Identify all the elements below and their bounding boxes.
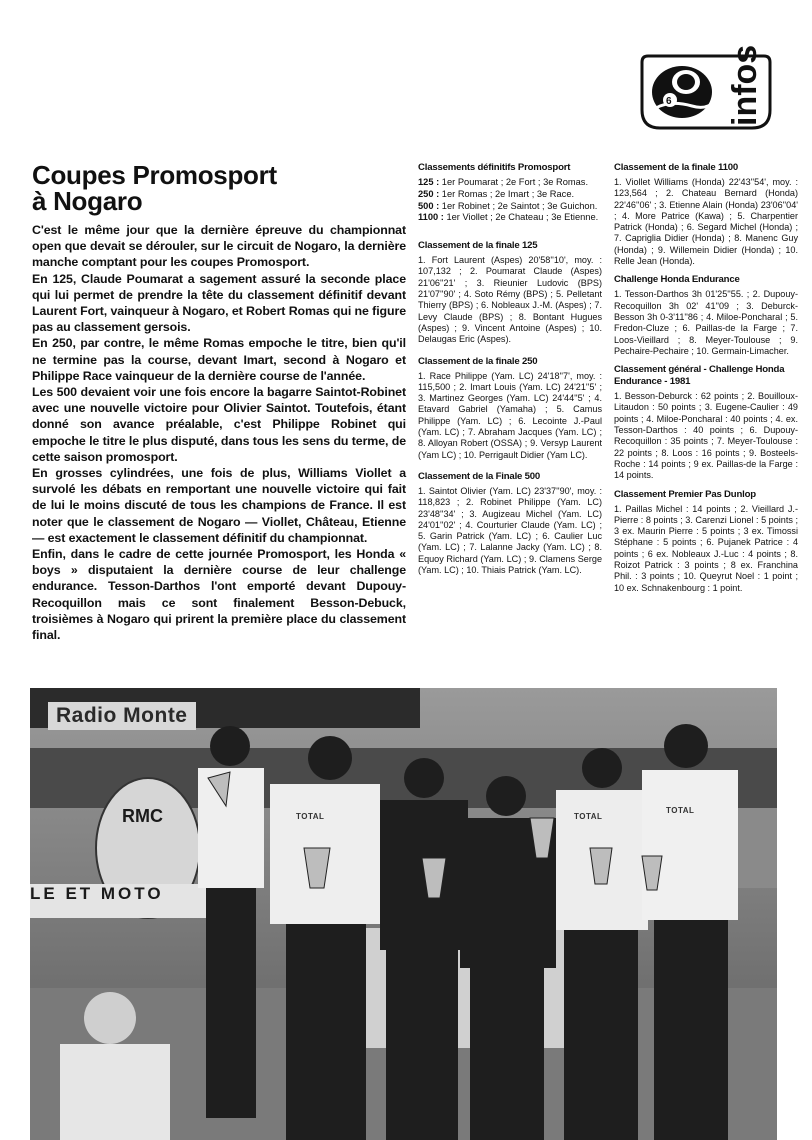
results-body: 1. Besson-Deburck : 62 points ; 2. Bouilloux-Litaudon : 50 points ; 3. Eugene-Caulier : 49 points ; 4. Miloe-Poncharal : 40 points ; 4. ex. Tesson-Darthos : 40 points ; 6. Dupouy-Recoquillon : 35 points ; 7. Meyer-Toulouse : 22 points ; 8. Loos : 16 points ; 9. Bosteels-Roche : 14 points ; 9 ex. Paillas-de la Farge : 14 points.: [614, 391, 798, 481]
promo-text: 1er Romas ; 2e Imart ; 3e Race.: [441, 188, 575, 199]
promo-class: 500 :: [418, 200, 440, 211]
radio-banner: Radio Monte: [48, 702, 196, 730]
article-body: [32, 222, 406, 643]
logo-number: 6: [666, 96, 672, 107]
promo-text: 1er Poumarat ; 2e Fort ; 3e Romas.: [441, 177, 589, 187]
article-paragraph: En 125, Claude Poumarat a sagement assuré la seconde place qui lui permet de prendre la tête du classement définitif devant Laurent Fort, vainqueur à Nogaro, et Robert Romas qui ne figure pas au classement gersois.: [32, 271, 406, 335]
article-title-line2: à Nogaro: [32, 186, 143, 216]
promo-line: [418, 177, 602, 189]
promo-line: [418, 212, 602, 224]
article-paragraph: C'est le même jour que la dernière épreuve du championnat open que devait se dérouler, sur le circuit de Nogaro, la dernière manche comptant pour les coupes Promosport.: [32, 223, 406, 270]
promo-text: 1er Viollet ; 2e Chateau ; 3e Etienne.: [446, 212, 599, 223]
photo-illustration: [30, 688, 777, 1140]
results-body: 1. Saintot Olivier (Yam. LC) 23'37''90', moy. : 118,823 ; 2. Robinet Philippe (Yam. LC) 23'48''34' ; 3. Augizeau Michel (Yam. LC) 24'01''02' ; 4. Courturier Claude (Yam. LC) ; 5. Garin Patrick (Yam. LC) ; 6. Caulier Luc (Yam. LC) ; 7. Lalanne Jacky (Yam. LC) ; 8. Equoy Richard (Yam. LC) ; 9. Clamens Serge (Yam. LC) ; 10. Thiais Patrick (Yam. LC).: [418, 485, 602, 576]
results-body: 1. Viollet Williams (Honda) 22'43''54', moy. : 123,564 ; 2. Chateau Bernard (Honda) 22'46''06' ; 3. Etienne Alain (Honda) 23'06''04' ; 4. More Patrice (Kawa) ; 5. Charpentier Patrick (Honda) ; 6. Segard Michel (Honda) ; 7. Capriglia Didier (Honda) ; 8. Manenc Guy (Honda) ; 9. Willemein Didier (Honda) ; 10. Relle Jean (Honda).: [614, 177, 798, 267]
podium-photo: [30, 688, 777, 1140]
article-title-line1: Coupes Promosport: [32, 160, 277, 190]
jersey-sponsor: TOTAL: [574, 812, 603, 821]
promo-class: 125 :: [418, 177, 440, 187]
promosport-final-standings: [418, 162, 602, 224]
promo-line: [418, 201, 602, 213]
jersey-sponsor: TOTAL: [666, 806, 695, 815]
jersey-sponsor: TOTAL: [296, 812, 325, 821]
results-column-2: [614, 162, 798, 601]
results-title: Classement de la finale 1100: [614, 162, 738, 173]
results-body: 1. Race Philippe (Yam. LC) 24'18''7', moy. : 115,500 ; 2. Imart Louis (Yam. LC) 24'21''5' ; 3. Martinez Georges (Yam. LC) 24'44''5' ; 4. Etavard Gabriel (Yamaha) ; 5. Camus Philippe (Yam. LC) ; 6. Lecointe J.-Paul (Yam. LC) ; 7. Abraham Jacques (Yam. LC) ; 8. Alloyan Robert (OSSA) ; 9. Versyp Laurent (Yam LC) ; 10. Perrigault Didier (Yam LC).: [418, 370, 602, 460]
results-body: 1. Fort Laurent (Aspes) 20'58''10', moy. : 107,132 ; 2. Poumarat Claude (Aspes) 21'06''21' ; 3. Rieunier Ludovic (BPS) 21'07''90' ; 4. Soto Rémy (BPS) ; 5. Pelletant Thierry (BPS) ; 6. Nobleaux J.-M. (Aspes) ; 7. Levy Claude (BPS) ; 8. Bontant Hugues (Aspes) ; 9. Vincent Antoine (Aspes) ; 10. Delaugas Eric (Aspes).: [418, 255, 602, 345]
trackside-board: LE ET MOTO: [30, 884, 164, 903]
results-title: Classement Premier Pas Dunlop: [614, 488, 756, 500]
infos-logo: [640, 44, 772, 130]
results-title: Classement de la Finale 500: [418, 470, 541, 482]
results-title: Classement de la finale 125: [418, 240, 538, 252]
results-body: 1. Tesson-Darthos 3h 01'25''55. ; 2. Dupouy-Recoquillon 3h 02' 41''09 ; 3. Deburck-Besson 3h 0-3'11''86 ; 4. Miloe-Poncharal ; 5. Fredon-Cluze ; 6. Paillas-de la Farge ; 7. Loos-Vieillard ; 8. Meyer-Toulouse ; 9. Pechaire-Pechaire ; 10. Germain-Limacher.: [614, 289, 798, 356]
article-title: [32, 162, 406, 214]
article: [32, 162, 406, 643]
results-title: Classement général - Challenge Honda Endurance - 1981: [614, 364, 785, 388]
logo-text: infos: [726, 44, 764, 126]
promo-class: 1100 :: [418, 212, 444, 223]
results-body: 1. Paillas Michel : 14 points ; 2. Vieillard J.-Pierre : 8 points ; 3. Carenzi Lionel : 5 points ; 3 ex. Maurin Pierre : 5 points ; 3 ex. Timossi Stéphane : 5 points ; 6. Pujanek Patrice : 4 points ; 6 ex. Nobleaux J.-Luc : 4 points ; 8. Roizot Patrick : 3 points ; 8 ex. Franchina Phil. : 3 points ; 10. Queyrut Noel : 1 point ; 10 ex. Schnakenbourg : 1 point.: [614, 503, 798, 593]
promo-text: 1er Robinet ; 2e Saintot ; 3e Guichon.: [441, 200, 598, 211]
article-paragraph: En grosses cylindrées, une fois de plus, Williams Viollet a survolé les débats en remportant une nouvelle victoire qui fait de lui le moins discuté de tous les champions de France. Il est noter que le classement de Nogaro — Viollet, Château, Etienne — est exactement le classement définitif du championnat.: [32, 466, 406, 545]
results-title: Challenge Honda Endurance: [614, 274, 740, 286]
results-title: Classements définitifs Promosport: [418, 162, 571, 173]
results-column-1: [418, 162, 602, 586]
results-title: Classement de la finale 250: [418, 355, 538, 367]
trophy-rmc-label: RMC: [122, 806, 163, 826]
article-paragraph: Enfin, dans le cadre de cette journée Promosport, les Honda « boys » disputaient la dernière course de leur challenge endurance. Tesson-Darthos l'ont emporté devant Dupouy-Recoquillon mais ce sont finalement Besson-Debuck, troisièmes à Nogaro qui prirent la première place du classement final.: [32, 547, 406, 643]
article-paragraph: En 250, par contre, le même Romas empoche le titre, bien qu'il ne termine pas la course, devant Imart, second à Nogaro et Philippe Race vainqueur de la dernière course de l'année.: [32, 336, 406, 383]
promo-class: 250 :: [418, 188, 440, 199]
promo-line: [418, 189, 602, 201]
article-paragraph: Les 500 devaient voir une fois encore la bagarre Saintot-Robinet avec une nouvelle victoire pour Olivier Saintot. Toutefois, étant donné son avance préalable, c'est Philippe Robinet qui empoche le titre le plus disputé, dans tous les sens du terme, de cette saison promosport.: [32, 385, 406, 464]
